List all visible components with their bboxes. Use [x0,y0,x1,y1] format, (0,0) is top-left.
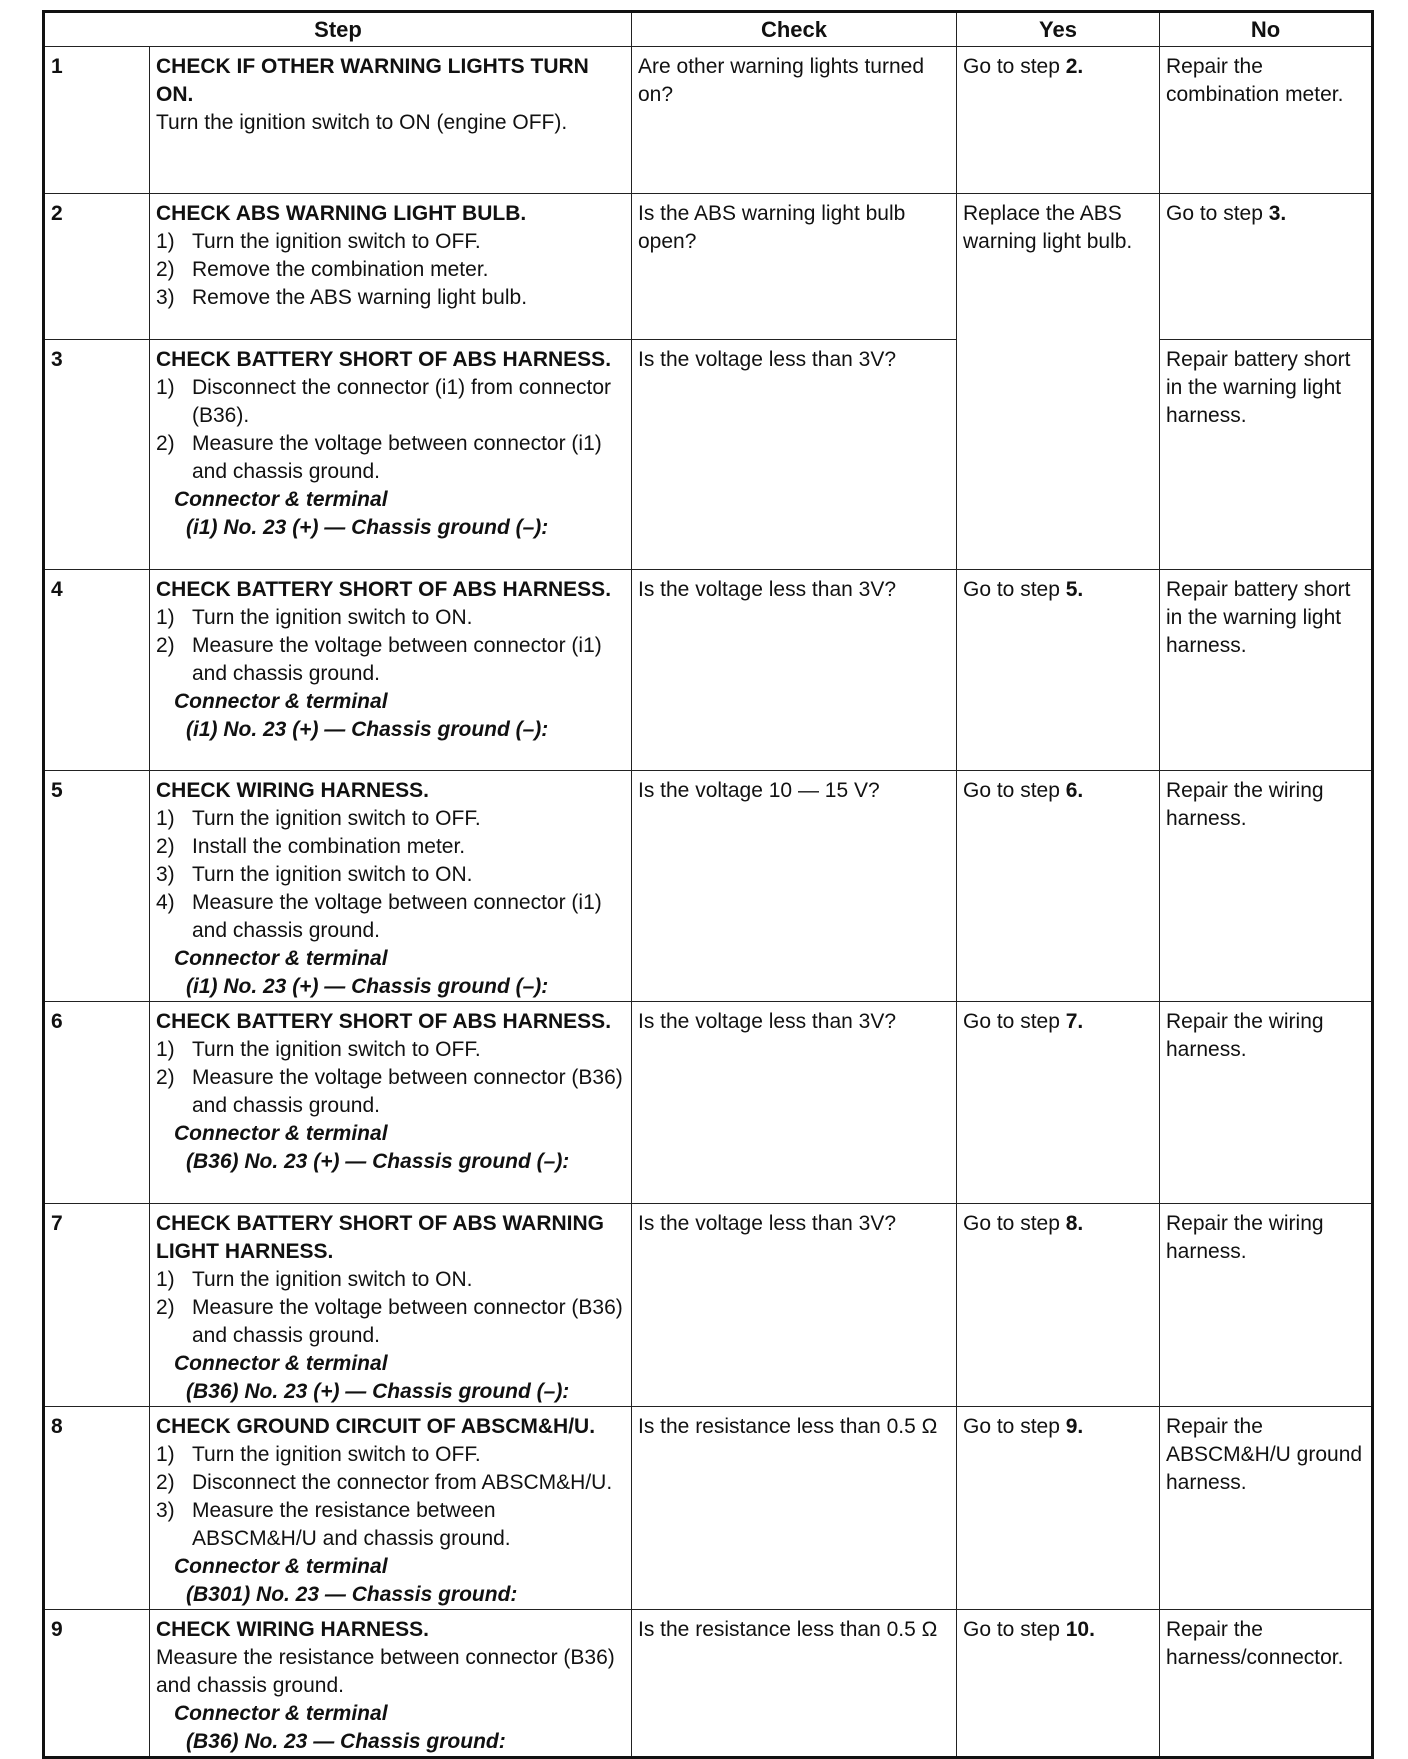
step-number-text: 2 [51,202,63,225]
step-title: CHECK WIRING HARNESS. [156,779,430,802]
sub-step [156,632,625,688]
step-number [44,47,150,194]
no-text: Repair battery short in the warning light harness. [1166,578,1351,657]
yes-text: Replace the ABS warning light bulb. [963,202,1133,253]
sub-step-number: 1) [156,1268,175,1291]
no-cell [1160,1407,1373,1610]
yes-step-ref: 6. [1065,779,1084,802]
sub-step [156,430,625,486]
sub-step-text: Measure the voltage between connector (B36) and chassis ground. [192,1066,623,1117]
sub-step-number: 1) [156,807,175,830]
sub-step-number: 2) [156,1296,175,1319]
sub-step-number: 1) [156,376,175,399]
sub-step [156,1036,625,1064]
connector-terminal-label: Connector & terminal [174,488,388,511]
check-text: Is the resistance less than 0.5 Ω [638,1618,938,1641]
step-number-text: 9 [51,1618,63,1641]
sub-step-number: 2) [156,1066,175,1089]
step-row [44,1407,1373,1610]
header-step-label: Step [314,16,362,42]
check-text: Is the voltage less than 3V? [638,1212,896,1235]
sub-step [156,1441,625,1469]
sub-step-number: 3) [156,286,175,309]
sub-step-text: Disconnect the connector from ABSCM&H/U. [192,1471,613,1494]
check-cell [632,1204,957,1407]
sub-step-text: Disconnect the connector (i1) from connector (B36). [192,376,612,427]
no-cell [1160,771,1373,1002]
step-number [44,771,150,1002]
connector-terminal-value: (i1) No. 23 (+) — Chassis ground (–): [186,975,549,998]
sub-step [156,1266,625,1294]
step-row [44,340,1373,570]
no-cell [1160,340,1373,570]
header-no [1160,12,1373,47]
yes-text: Go to step [963,1010,1066,1033]
sub-step [156,284,625,312]
sub-step [156,1497,625,1553]
check-cell [632,570,957,771]
step-number [44,1407,150,1610]
sub-step-text: Turn the ignition switch to OFF. [192,807,481,830]
sub-step [156,604,625,632]
sub-step-text: Install the combination meter. [192,835,466,858]
yes-text: Go to step [963,1212,1066,1235]
yes-text: Go to step [963,1415,1066,1438]
step-description [150,1002,632,1204]
sub-step-text: Turn the ignition switch to ON. [192,1268,473,1291]
yes-step-ref: 10. [1065,1618,1095,1641]
step-number-text: 6 [51,1010,63,1033]
no-text: Repair the combination meter. [1166,55,1344,106]
check-cell [632,771,957,1002]
header-yes [957,12,1160,47]
sub-step-text: Turn the ignition switch to OFF. [192,1443,481,1466]
sub-step [156,1294,625,1350]
yes-cell [957,1002,1160,1204]
yes-step-ref: 5. [1065,578,1084,601]
no-text: Repair battery short in the warning light harness. [1166,348,1351,427]
sub-step-number: 4) [156,891,175,914]
step-row [44,47,1373,194]
sub-step-number: 1) [156,1038,175,1061]
step-row [44,1002,1373,1204]
yes-cell [957,1610,1160,1758]
no-text: Repair the wiring harness. [1166,1010,1324,1061]
yes-cell [957,194,1160,570]
sub-step [156,374,625,430]
step-title: CHECK WIRING HARNESS. [156,1618,430,1641]
step-description [150,1610,632,1758]
sub-step-number: 2) [156,835,175,858]
sub-step-number: 1) [156,606,175,629]
step-title: CHECK BATTERY SHORT OF ABS HARNESS. [156,1010,612,1033]
no-step-ref: 3. [1268,202,1287,225]
yes-text: Go to step [963,55,1066,78]
step-number [44,194,150,340]
check-text: Is the resistance less than 0.5 Ω [638,1415,938,1438]
step-row [44,1204,1373,1407]
sub-step-text: Measure the voltage between connector (i1) and chassis ground. [192,432,602,483]
header-yes-label: Yes [1039,16,1077,42]
check-text: Is the voltage less than 3V? [638,348,896,371]
connector-terminal-value: (B36) No. 23 (+) — Chassis ground (–): [186,1380,570,1403]
sub-step [156,1064,625,1120]
check-cell [632,47,957,194]
sub-step [156,228,625,256]
check-cell [632,1407,957,1610]
yes-cell [957,771,1160,1002]
header-row [44,12,1373,47]
sub-step-number: 1) [156,1443,175,1466]
sub-step-number: 1) [156,230,175,253]
yes-step-ref: 2. [1065,55,1084,78]
sub-step-text: Measure the voltage between connector (B36) and chassis ground. [192,1296,623,1347]
no-cell [1160,47,1373,194]
connector-terminal-label: Connector & terminal [174,1352,388,1375]
sub-step-text: Measure the voltage between connector (i1) and chassis ground. [192,891,602,942]
step-title: CHECK BATTERY SHORT OF ABS WARNING LIGHT HARNESS. [156,1212,605,1263]
step-title: CHECK ABS WARNING LIGHT BULB. [156,202,527,225]
sub-step [156,833,625,861]
sub-step-number: 3) [156,863,175,886]
sub-step-text: Measure the voltage between connector (i1) and chassis ground. [192,634,602,685]
check-cell [632,194,957,340]
yes-step-ref: 9. [1065,1415,1084,1438]
sub-step-text: Turn the ignition switch to OFF. [192,1038,481,1061]
sub-step-text: Remove the combination meter. [192,258,489,281]
sub-step-number: 2) [156,258,175,281]
step-title: CHECK GROUND CIRCUIT OF ABSCM&H/U. [156,1415,596,1438]
step-body: Turn the ignition switch to ON (engine OFF). [156,111,568,134]
step-number [44,340,150,570]
no-text: Repair the wiring harness. [1166,1212,1324,1263]
header-check [632,12,957,47]
no-cell [1160,1204,1373,1407]
sub-step [156,1469,625,1497]
header-no-label: No [1250,16,1281,42]
step-number [44,1204,150,1407]
check-text: Is the ABS warning light bulb open? [638,202,906,253]
connector-terminal-label: Connector & terminal [174,1122,388,1145]
check-cell [632,1610,957,1758]
check-text: Is the voltage less than 3V? [638,1010,896,1033]
step-description [150,194,632,340]
step-body: Measure the resistance between connector (B36) and chassis ground. [156,1646,615,1697]
yes-text: Go to step [963,779,1066,802]
step-row [44,1610,1373,1758]
step-title: CHECK BATTERY SHORT OF ABS HARNESS. [156,348,612,371]
diagnostic-table [42,10,1374,1759]
sub-step-number: 2) [156,432,175,455]
sub-step-number: 2) [156,1471,175,1494]
step-description [150,570,632,771]
step-number [44,1610,150,1758]
connector-terminal-value: (B36) No. 23 — Chassis ground: [186,1730,506,1753]
connector-terminal-label: Connector & terminal [174,690,388,713]
yes-cell [957,1407,1160,1610]
yes-cell [957,570,1160,771]
connector-terminal-label: Connector & terminal [174,947,388,970]
no-cell [1160,1610,1373,1758]
connector-terminal-value: (B301) No. 23 — Chassis ground: [186,1583,518,1606]
no-cell [1160,1002,1373,1204]
step-description [150,1204,632,1407]
sub-step-text: Turn the ignition switch to OFF. [192,230,481,253]
step-row [44,771,1373,1002]
sub-step [156,805,625,833]
step-row [44,570,1373,771]
sub-step-text: Remove the ABS warning light bulb. [192,286,528,309]
no-text: Go to step [1166,202,1269,225]
sub-step [156,256,625,284]
step-number-text: 5 [51,779,63,802]
sub-step-number: 3) [156,1499,175,1522]
yes-step-ref: 8. [1065,1212,1084,1235]
step-number-text: 7 [51,1212,63,1235]
check-cell [632,1002,957,1204]
step-row [44,194,1373,340]
step-description [150,47,632,194]
check-text: Is the voltage 10 — 15 V? [638,779,880,802]
sub-step-number: 2) [156,634,175,657]
no-text: Repair the ABSCM&H/U ground harness. [1166,1415,1363,1494]
step-number-text: 3 [51,348,63,371]
check-text: Are other warning lights turned on? [638,55,924,106]
step-description [150,771,632,1002]
sub-step-text: Turn the ignition switch to ON. [192,606,473,629]
sub-step [156,861,625,889]
no-cell [1160,194,1373,340]
connector-terminal-label: Connector & terminal [174,1702,388,1725]
header-check-label: Check [760,16,828,42]
yes-step-ref: 7. [1065,1010,1084,1033]
no-text: Repair the harness/connector. [1166,1618,1344,1669]
header-step [44,12,632,47]
step-title: CHECK IF OTHER WARNING LIGHTS TURN ON. [156,55,589,106]
sub-step-text: Measure the resistance between ABSCM&H/U and chassis ground. [192,1499,511,1550]
connector-terminal-value: (i1) No. 23 (+) — Chassis ground (–): [186,516,549,539]
connector-terminal-value: (B36) No. 23 (+) — Chassis ground (–): [186,1150,570,1173]
no-cell [1160,570,1373,771]
yes-text: Go to step [963,1618,1066,1641]
connector-terminal-label: Connector & terminal [174,1555,388,1578]
step-number-text: 1 [51,55,63,78]
step-number-text: 8 [51,1415,63,1438]
step-number-text: 4 [51,578,63,601]
yes-cell [957,1204,1160,1407]
sub-step-text: Turn the ignition switch to ON. [192,863,473,886]
yes-text: Go to step [963,578,1066,601]
step-number [44,570,150,771]
sub-step [156,889,625,945]
step-title: CHECK BATTERY SHORT OF ABS HARNESS. [156,578,612,601]
check-cell [632,340,957,570]
yes-cell [957,47,1160,194]
check-text: Is the voltage less than 3V? [638,578,896,601]
step-description [150,340,632,570]
no-text: Repair the wiring harness. [1166,779,1324,830]
connector-terminal-value: (i1) No. 23 (+) — Chassis ground (–): [186,718,549,741]
step-number [44,1002,150,1204]
step-description [150,1407,632,1610]
